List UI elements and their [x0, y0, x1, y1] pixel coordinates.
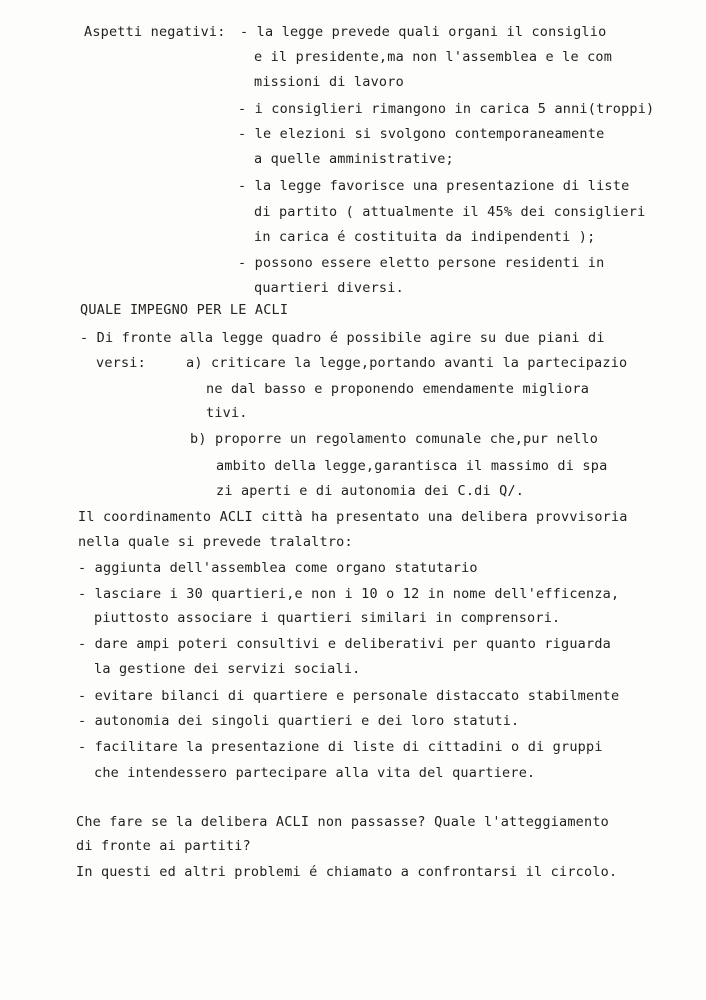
delibera-item-3-line-2: la gestione dei servizi sociali. [94, 661, 361, 677]
delibera-line-1: Il coordinamento ACLI città ha presentato una delibera provvisoria [78, 509, 628, 525]
negative-item-5-line-1: - possono essere eletto persone residenti in [238, 255, 605, 271]
delibera-item-5: - autonomia dei singoli quartieri e dei loro statuti. [78, 713, 520, 729]
delibera-item-6-line-2: che intendessero partecipare alla vita del quartiere. [94, 765, 536, 781]
negative-item-3-line-1: - le elezioni si svolgono contemporaneamente [238, 126, 605, 142]
negative-item-1-line-1: - la legge prevede quali organi il consiglio [240, 24, 607, 40]
option-a-line-3: tivi. [206, 405, 248, 421]
closing-line-3: In questi ed altri problemi é chiamato a confrontarsi il circolo. [76, 864, 618, 880]
option-b-line-2: ambito della legge,garantisca il massimo di spa [216, 458, 608, 474]
delibera-item-4: - evitare bilanci di quartiere e personale distaccato stabilmente [78, 688, 620, 704]
negative-item-4-line-1: - la legge favorisce una presentazione di liste [238, 178, 630, 194]
delibera-item-1: - aggiunta dell'assemblea come organo statutario [78, 560, 478, 576]
impegno-intro-line-2: versi: [96, 355, 146, 371]
option-a-line-1: a) criticare la legge,portando avanti la partecipazio [186, 355, 628, 371]
impegno-intro-line-1: - Di fronte alla legge quadro é possibile agire su due piani di [80, 330, 605, 346]
closing-line-1: Che fare se la delibera ACLI non passasse? Quale l'atteggiamento [76, 814, 609, 830]
delibera-item-2-line-2: piuttosto associare i quartieri similari in comprensori. [94, 610, 561, 626]
option-b-line-3: zi aperti e di autonomia dei C.di Q/. [216, 483, 525, 499]
negative-item-2-line-1: - i consiglieri rimangono in carica 5 anni(troppi) [238, 101, 655, 117]
delibera-item-6-line-1: - facilitare la presentazione di liste di cittadini o di gruppi [78, 739, 603, 755]
delibera-line-2: nella quale si prevede tralaltro: [78, 534, 353, 550]
negative-aspects-label: Aspetti negativi: [84, 24, 226, 40]
negative-item-5-line-2: quartieri diversi. [254, 280, 404, 296]
negative-item-4-line-2: di partito ( attualmente il 45% dei consiglieri [254, 204, 646, 220]
negative-item-4-line-3: in carica é costituita da indipendenti ); [254, 229, 596, 245]
option-b-line-1: b) proporre un regolamento comunale che,pur nello [190, 431, 599, 447]
closing-line-2: di fronte ai partiti? [76, 838, 251, 854]
delibera-item-3-line-1: - dare ampi poteri consultivi e deliberativi per quanto riguarda [78, 636, 611, 652]
impegno-heading: QUALE IMPEGNO PER LE ACLI [80, 302, 289, 318]
negative-item-1-line-2: e il presidente,ma non l'assemblea e le com [254, 49, 613, 65]
negative-item-1-line-3: missioni di lavoro [254, 74, 404, 90]
option-a-line-2: ne dal basso e proponendo emendamente migliora [206, 381, 590, 397]
delibera-item-2-line-1: - lasciare i 30 quartieri,e non i 10 o 12 in nome dell'efficenza, [78, 586, 620, 602]
negative-item-3-line-2: a quelle amministrative; [254, 151, 454, 167]
